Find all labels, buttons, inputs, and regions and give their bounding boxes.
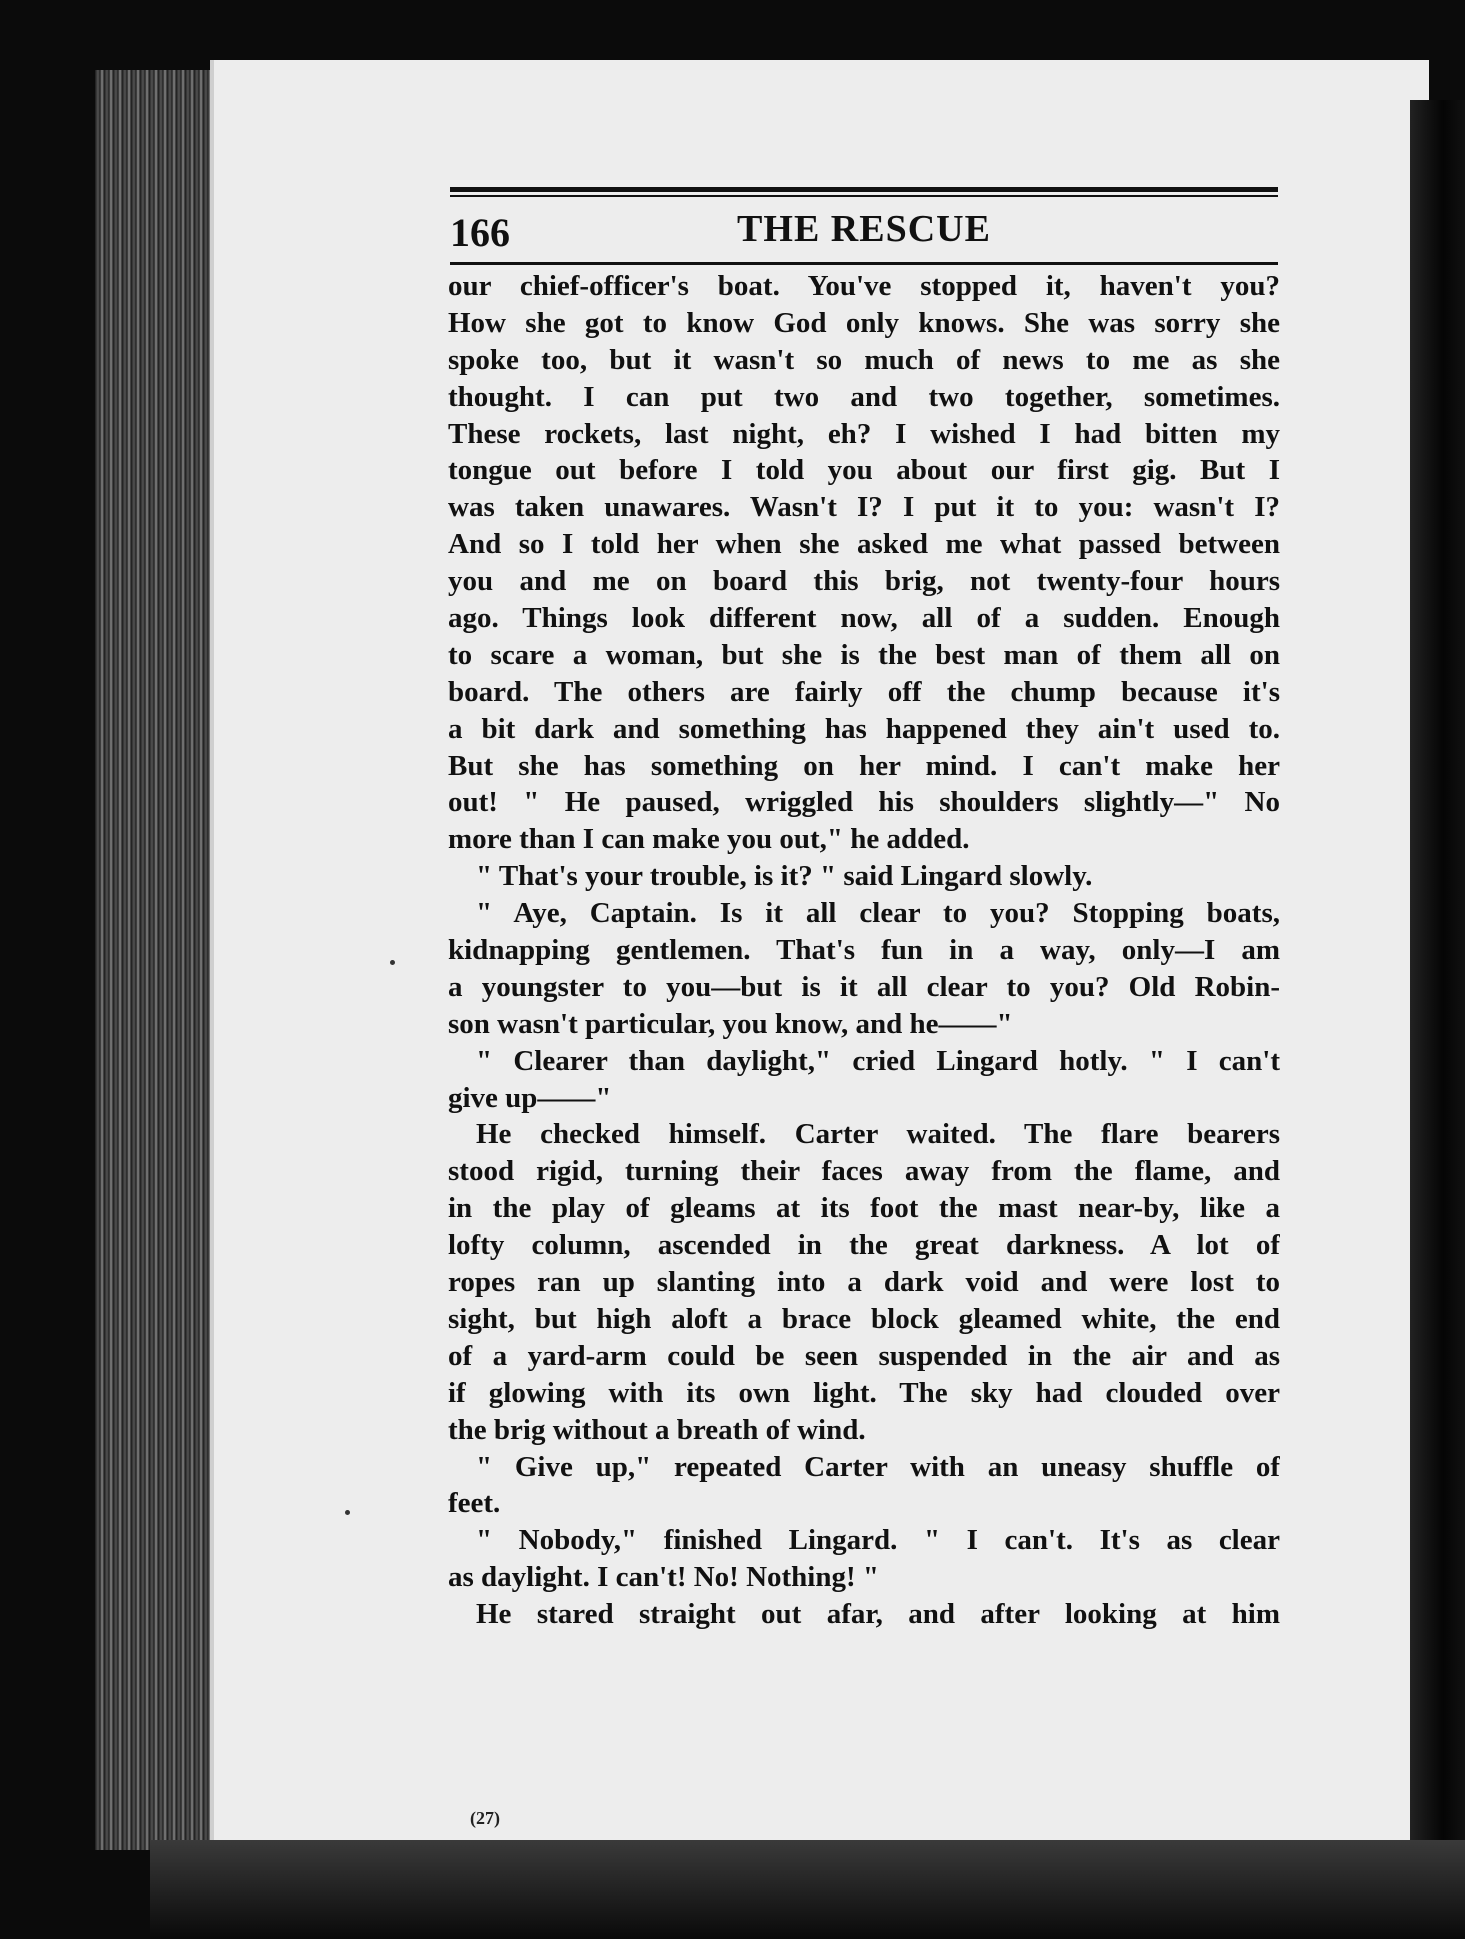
running-title: THE RESCUE <box>737 208 991 250</box>
book-binding-shadow <box>1410 100 1465 1850</box>
text-line: you and me on board this brig, not twenty-four hours <box>448 565 1280 598</box>
text-line: in the play of gleams at its foot the mast near-by, like a <box>448 1192 1280 1225</box>
text-line: And so I told her when she asked me what passed between <box>448 528 1280 561</box>
text-line: as daylight. I can't! No! Nothing! " <box>448 1561 879 1594</box>
text-line: our chief-officer's boat. You've stopped it, haven't you? <box>448 270 1280 302</box>
text-line: " Aye, Captain. Is it all clear to you? Stopping boats, <box>476 897 1280 930</box>
text-line: a bit dark and something has happened they ain't used to. <box>448 712 1280 745</box>
text-line: son wasn't particular, you know, and he——" <box>448 1007 1013 1040</box>
bottom-shadow <box>150 1840 1465 1939</box>
text-line: the brig without a breath of wind. <box>448 1413 866 1446</box>
body-text <box>448 268 1280 1633</box>
speck <box>345 1510 350 1515</box>
text-line: feet. <box>448 1487 501 1520</box>
text-line: was taken unawares. Wasn't I? I put it to you: wasn't I? <box>448 491 1280 524</box>
running-head <box>450 205 1278 257</box>
text-line: if glowing with its own light. The sky had clouded over <box>448 1376 1280 1409</box>
text-line: tongue out before I told you about our first gig. But I <box>448 454 1280 487</box>
signature-mark: (27) <box>470 1808 500 1828</box>
text-line: stood rigid, turning their faces away from the flame, and <box>448 1155 1280 1188</box>
text-line: " Give up," repeated Carter with an uneasy shuffle of <box>476 1450 1280 1483</box>
text-line: " That's your trouble, is it? " said Lingard slowly. <box>476 860 1093 893</box>
header-rule-bottom <box>450 262 1278 265</box>
text-line: " Nobody," finished Lingard. " I can't. It's as clear <box>476 1524 1280 1557</box>
text-line: give up——" <box>448 1081 612 1114</box>
text-line: ropes ran up slanting into a dark void and were lost to <box>448 1266 1280 1299</box>
text-line: But she has something on her mind. I can't make her <box>448 749 1280 782</box>
text-line: How she got to know God only knows. She was sorry she <box>448 306 1280 339</box>
text-line: more than I can make you out," he added. <box>448 823 970 856</box>
text-line: He stared straight out afar, and after looking at him <box>476 1598 1280 1631</box>
header-rule-thick <box>450 187 1278 192</box>
speck <box>390 960 395 965</box>
text-line: to scare a woman, but she is the best man of them all on <box>448 638 1280 671</box>
text-line: a youngster to you—but is it all clear to you? Old Robin- <box>448 970 1280 1003</box>
page-number: 166 <box>450 210 510 255</box>
text-line: ago. Things look different now, all of a sudden. Enough <box>448 602 1280 635</box>
text-line: thought. I can put two and two together, sometimes. <box>448 380 1280 413</box>
text-line: " Clearer than daylight," cried Lingard hotly. " I can't <box>476 1044 1280 1077</box>
text-line: He checked himself. Carter waited. The flare bearers <box>476 1118 1280 1151</box>
text-line: lofty column, ascended in the great darkness. A lot of <box>448 1229 1280 1262</box>
text-line: spoke too, but it wasn't so much of news to me as she <box>448 343 1280 376</box>
text-line: out! " He paused, wriggled his shoulders slightly—" No <box>448 786 1280 819</box>
text-line: of a yard-arm could be seen suspended in the air and as <box>448 1339 1280 1372</box>
text-line: board. The others are fairly off the chump because it's <box>448 675 1280 708</box>
text-line: kidnapping gentlemen. That's fun in a way, only—I am <box>448 934 1280 967</box>
header-rule-thin <box>450 195 1278 197</box>
text-line: These rockets, last night, eh? I wished I had bitten my <box>448 417 1280 450</box>
text-line: sight, but high aloft a brace block gleamed white, the end <box>448 1302 1280 1335</box>
